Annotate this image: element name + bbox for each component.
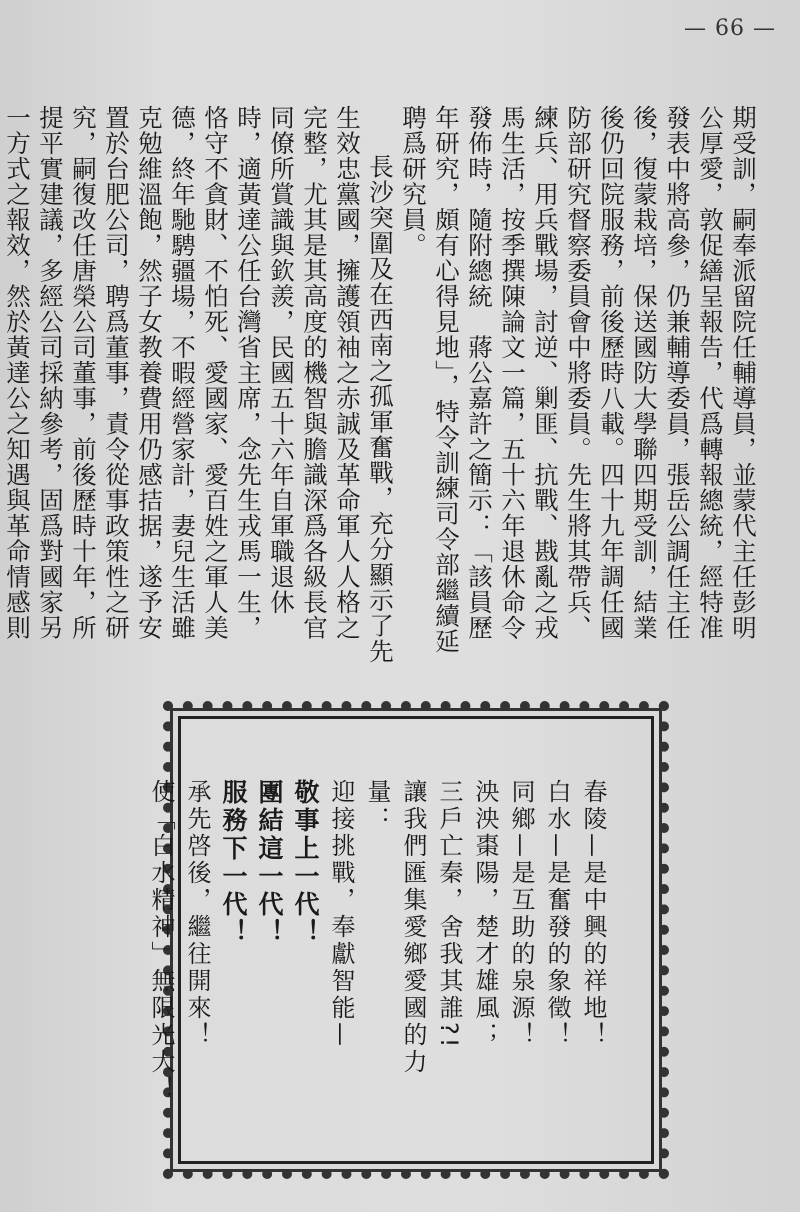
poem-line-8: 敬事上一代！ [291, 779, 320, 947]
page-number: — 66 — [684, 16, 776, 41]
poem-line-4: 泱泱棗陽，楚才雄風； [471, 779, 499, 1049]
poem-line-7: 迎接挑戰，奉獻智能— [327, 779, 355, 1049]
poem-line-2: 白水—是奮發的象徵！ [543, 779, 571, 1049]
poem-line-9: 團結這一代！ [255, 779, 284, 947]
poem-line-5: 三戶亡秦，舍我其誰?! [435, 779, 463, 1051]
paragraph-2: 長沙突圍及在西南之孤軍奮戰，充分顯示了先生效忠黨國，擁護領袖之赤誠及革命軍人人格之完整，尤其是其高度的機智與膽識深爲各級長官同僚所賞識與欽羨，民國五十六年自軍職退休時，適黃達公任台灣省主席，念先生戎馬一生，恪守不貪財、不怕死、愛國家、愛百姓之軍人美德，終年馳騁疆場，不暇經營家計，妻兒生活雖克勉維溫飽，然子女教養費用仍感拮据，遂予安置於台肥公司，聘爲董事，責令從事政策性之研究，嗣復改任唐榮公司董事，前後歷時十年，所提平實建議，多經公司採納參考，固爲對國家另一方式之報效，然於黃達公之知遇與革命情感則 [3, 105, 395, 664]
poem-text [147, 779, 611, 1119]
main-text-block [3, 105, 760, 665]
poem-box [147, 716, 654, 1164]
poem-line-3: 同鄉—是互助的泉源！ [507, 779, 535, 1049]
poem-line-11: 承先啓後，繼往開來！ [183, 779, 211, 1049]
poem-line-6: 讓我們匯集愛鄉愛國的力量： [363, 779, 427, 1076]
paragraph-1: 期受訓，嗣奉派留院任輔導員，並蒙代主任彭明公厚愛，敦促繕呈報告，代爲轉報總統，經特准發表中將高參，仍兼輔導委員，張岳公調任主任後，復蒙栽培，保送國防大學聯四期受訓，結業後仍回院服務，前後歷時八載。四十九年調任國防部研究督察委員會中將委員。先生將其帶兵、練兵、用兵戰場，討逆、剿匪、抗戰、戡亂之戎馬生活，按季撰陳論文一篇，五十六年退休命令發佈時，隨附總統 蔣公嘉許之簡示：「該員歷年研究，頗有心得見地」，特令訓練司令部繼續延聘爲研究員。 [399, 105, 758, 654]
poem-line-10: 服務下一代！ [219, 779, 248, 947]
poem-line-1: 春陵—是中興的祥地！ [579, 779, 607, 1049]
poem-line-12: 使「白水精神」無限光大！ [147, 779, 175, 1103]
